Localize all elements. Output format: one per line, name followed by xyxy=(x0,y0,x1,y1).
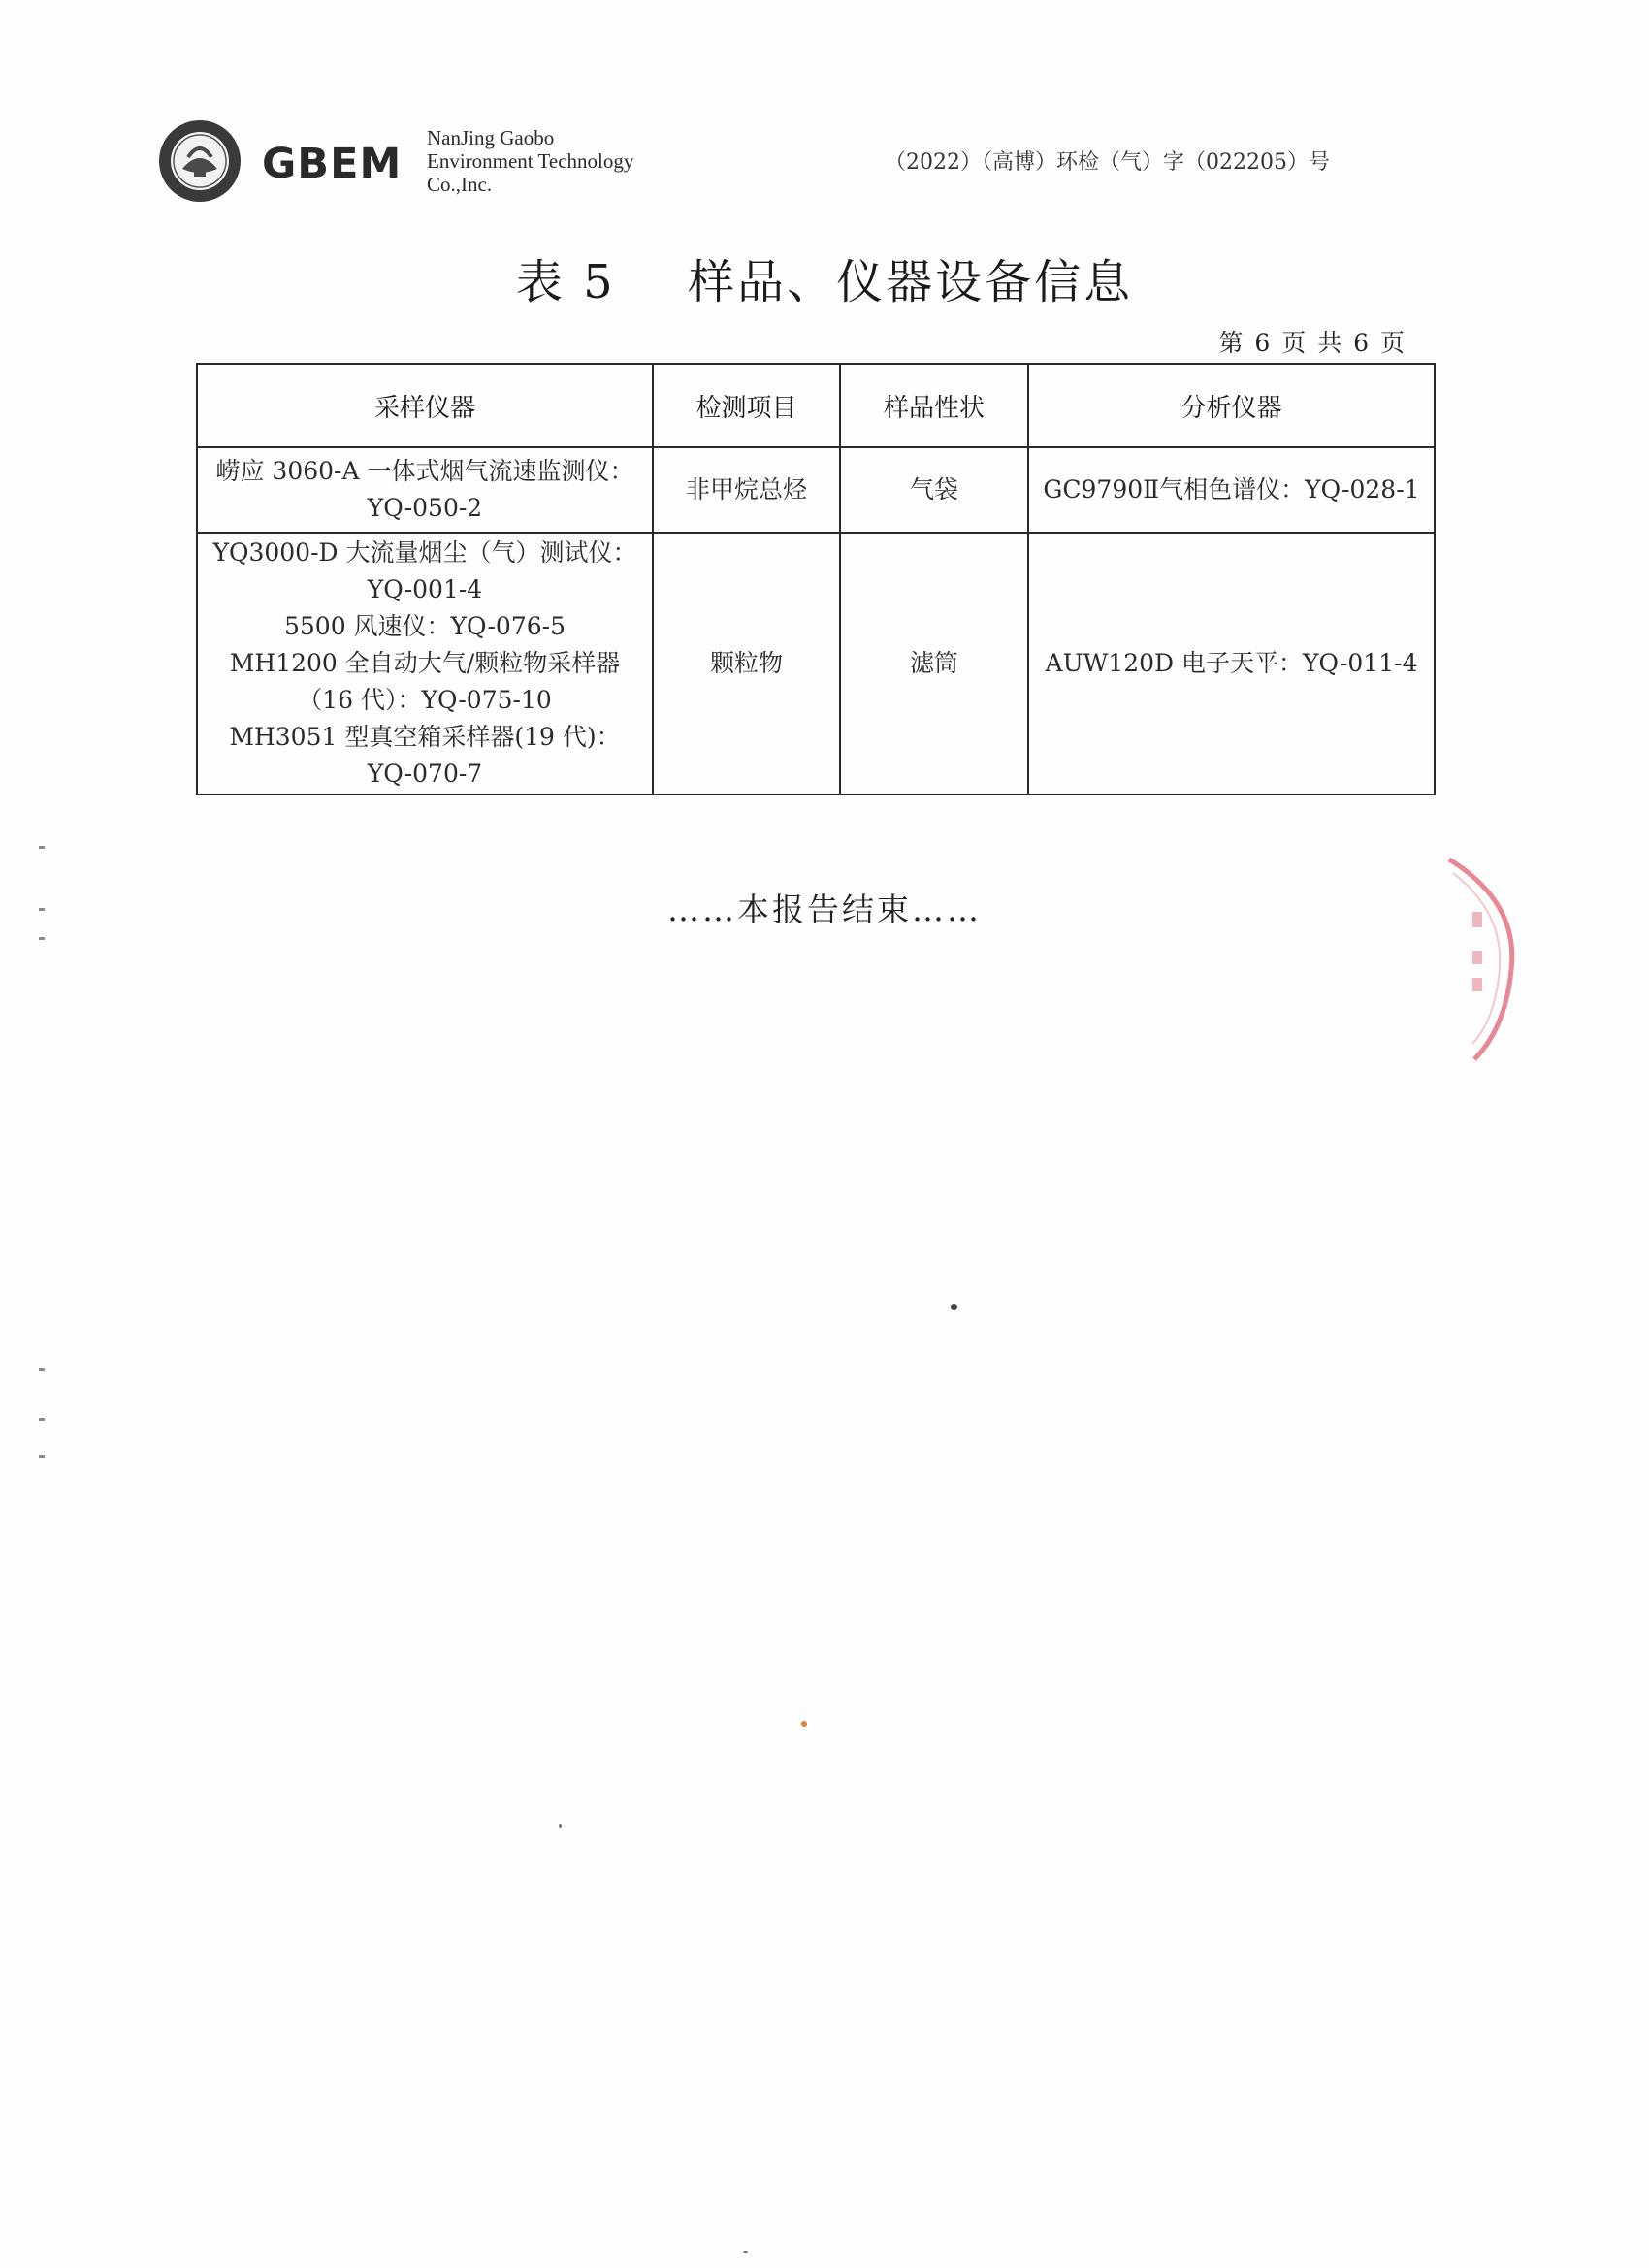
scan-speck xyxy=(559,1824,562,1828)
scan-speck xyxy=(951,1304,957,1310)
logo-wordmark: GBEM xyxy=(262,140,403,188)
sample-instrument-table xyxy=(196,363,1436,795)
report-number: （2022）（高博）环检（气）字（022205）号 xyxy=(885,150,1330,175)
scan-speck xyxy=(743,2251,748,2253)
scan-mark xyxy=(39,908,45,911)
table-row xyxy=(197,533,1435,794)
instrument-line: MH1200 全自动大气/颗粒物采样器 xyxy=(229,649,621,677)
scan-mark xyxy=(39,1455,45,1458)
table-title: 样品、仪器设备信息 xyxy=(688,255,1134,309)
cell-sample-form: 滤筒 xyxy=(840,533,1028,794)
company-name-line: NanJing Gaobo xyxy=(427,126,555,149)
company-name-line: Co.,Inc. xyxy=(427,173,493,196)
cell-sample-form: 气袋 xyxy=(840,447,1028,533)
cell-sampling-instrument xyxy=(197,533,653,794)
instrument-line: MH3051 型真空箱采样器(19 代)： xyxy=(229,723,621,751)
seal-stamp-partial xyxy=(1443,854,1531,1067)
header-sampling-instrument: 采样仪器 xyxy=(197,364,653,447)
cell-analysis-instrument: GC9790Ⅱ气相色谱仪：YQ-028-1 xyxy=(1028,447,1435,533)
scan-mark xyxy=(39,1418,45,1421)
instrument-line: YQ-050-2 xyxy=(367,494,483,522)
cell-analysis-instrument: AUW120D 电子天平：YQ-011-4 xyxy=(1028,533,1435,794)
scan-mark xyxy=(39,937,45,940)
instrument-line: YQ-070-7 xyxy=(367,760,483,788)
scan-mark xyxy=(39,1368,45,1371)
cell-sampling-instrument xyxy=(197,447,653,533)
cell-test-item: 颗粒物 xyxy=(653,533,840,794)
scan-speck xyxy=(801,1721,807,1727)
table-row xyxy=(197,447,1435,533)
header-analysis-instrument: 分析仪器 xyxy=(1028,364,1435,447)
instrument-line: 5500 风速仪：YQ-076-5 xyxy=(283,612,566,640)
company-name-line: Environment Technology xyxy=(427,149,634,173)
page-count: 第 6 页 共 6 页 xyxy=(1218,329,1406,357)
instrument-line: 崂应 3060-A 一体式烟气流速监测仪： xyxy=(215,457,634,485)
header-sample-form: 样品性状 xyxy=(840,364,1028,447)
company-seal-logo xyxy=(157,118,242,204)
report-end-text: ……本报告结束…… xyxy=(667,891,982,928)
instrument-line: YQ-001-4 xyxy=(367,575,483,603)
page-title xyxy=(0,244,1649,311)
scan-mark xyxy=(39,846,45,849)
cell-test-item: 非甲烷总烃 xyxy=(653,447,840,533)
instrument-line: YQ3000-D 大流量烟尘（气）测试仪： xyxy=(212,538,637,567)
table-header-row xyxy=(197,364,1435,447)
table-number: 表 5 xyxy=(515,255,616,309)
header-test-item: 检测项目 xyxy=(653,364,840,447)
company-name xyxy=(427,126,633,196)
instrument-line: （16 代）：YQ-075-10 xyxy=(298,686,552,714)
